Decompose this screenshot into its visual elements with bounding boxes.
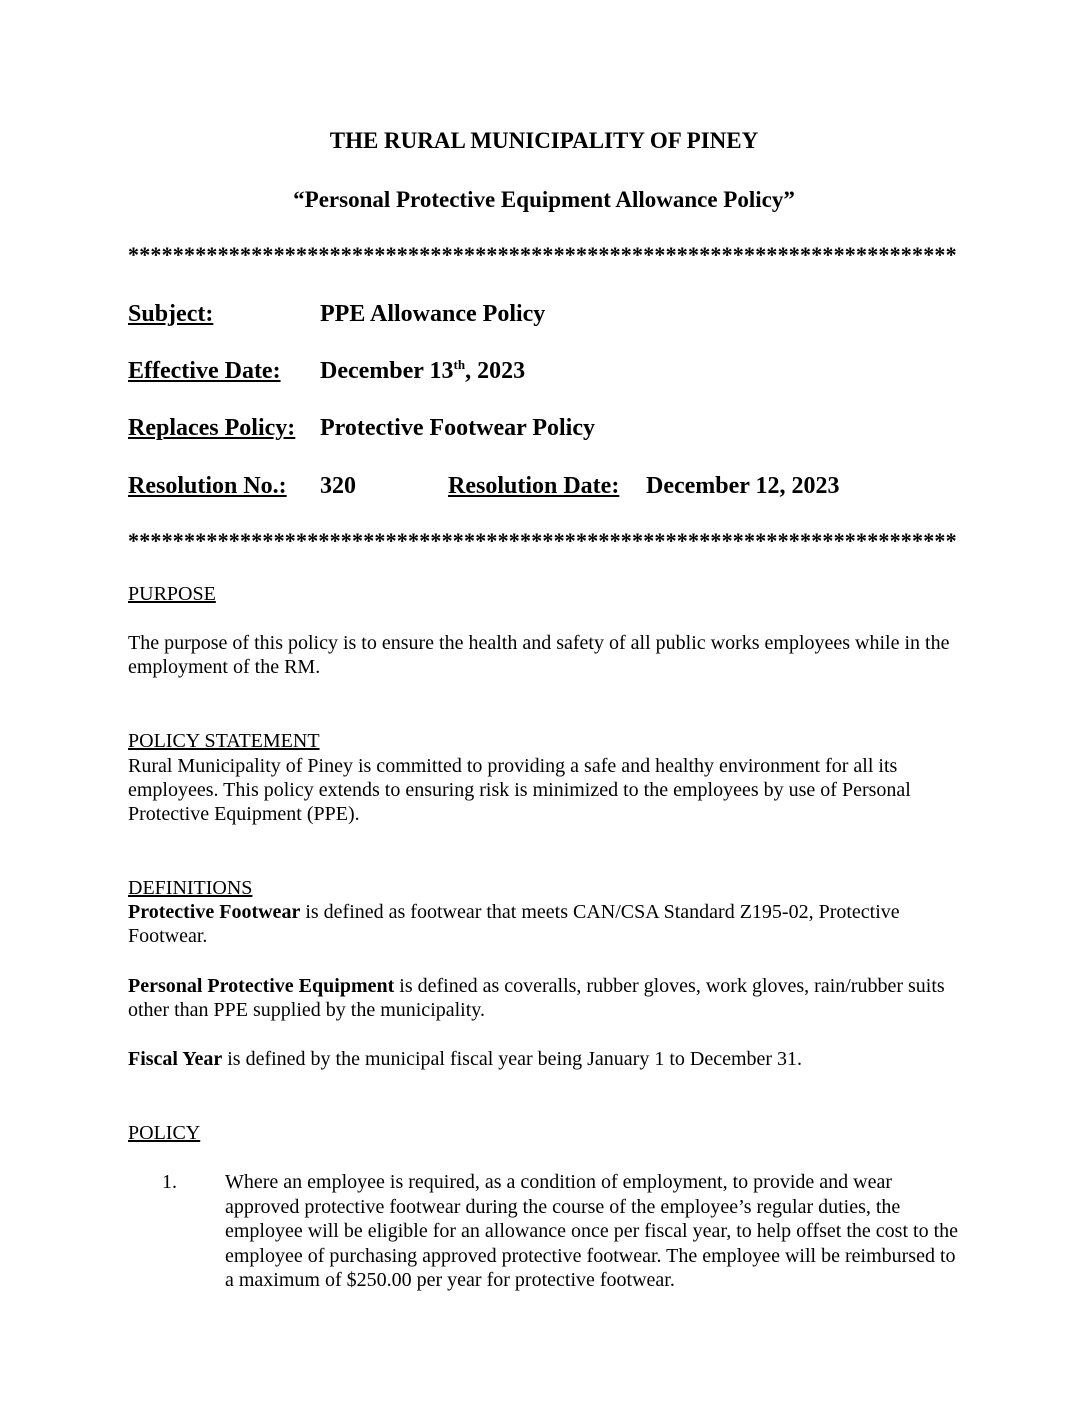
effective-date-value: December 13th, 2023 <box>320 357 526 384</box>
replaces-policy-label: Replaces Policy: <box>128 415 296 441</box>
policy-item-text: Where an employee is required, as a condition of employment, to provide and wear approved protective footwear during the course of the employee’s regular duties, the employee will be eligible for an allowance once per fiscal year, to help offset the cost to the employee of purchasing approved protective footwear. The employee will be reimbursed to a maximum of $250.00 per year for protective footwear. <box>225 1171 958 1291</box>
resolution-date-label: Resolution Date: <box>448 473 620 499</box>
resolution-no-label: Resolution No.: <box>128 473 287 499</box>
separator-top: ************************************************************************** <box>128 243 957 267</box>
definition-ppe: Personal Protective Equipment is defined as coveralls, rubber gloves, work gloves, rain/rubber suits other than PPE supplied by the municipality. <box>128 975 945 1021</box>
policy-heading: POLICY <box>128 1122 201 1144</box>
subject-value: PPE Allowance Policy <box>320 301 546 327</box>
purpose-text: The purpose of this policy is to ensure the health and safety of all public works employees while in the employment of the RM. <box>128 632 950 678</box>
subject-label: Subject: <box>128 301 214 327</box>
separator-bottom: ************************************************************************** <box>128 529 957 553</box>
resolution-no-value: 320 <box>320 473 356 499</box>
policy-statement-text: Rural Municipality of Piney is committed to providing a safe and healthy environment for all its employees. This policy extends to ensuring risk is minimized to the employees by use of Personal Protective Equipment (PPE). <box>128 755 911 825</box>
municipality-title: THE RURAL MUNICIPALITY OF PINEY <box>329 128 759 153</box>
policy-item-number: 1. <box>162 1171 177 1193</box>
definitions-heading: DEFINITIONS <box>128 877 253 899</box>
policy-statement-heading: POLICY STATEMENT <box>128 730 320 752</box>
replaces-policy-value: Protective Footwear Policy <box>320 415 595 441</box>
resolution-date-value: December 12, 2023 <box>646 473 840 499</box>
definition-protective-footwear: Protective Footwear is defined as footwear that meets CAN/CSA Standard Z195-02, Protective Footwear. <box>128 901 900 947</box>
definition-fiscal-year: Fiscal Year is defined by the municipal fiscal year being January 1 to December 31. <box>128 1048 803 1070</box>
policy-title: “Personal Protective Equipment Allowance Policy” <box>293 187 795 212</box>
effective-date-label: Effective Date: <box>128 358 281 384</box>
purpose-heading: PURPOSE <box>128 583 216 605</box>
